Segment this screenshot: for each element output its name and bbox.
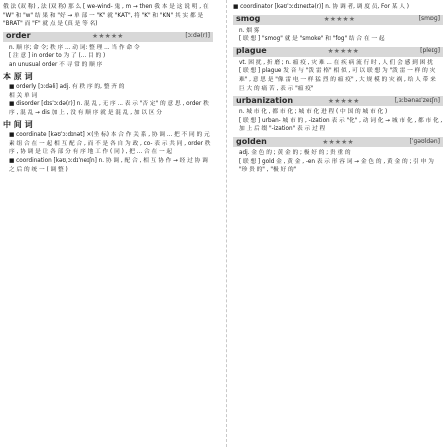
- star-rating: ★★★★★: [92, 32, 124, 41]
- related-word: ■ disorder [dɪsˈɔːdə(r)] n. 混 乱 , 无 序 ... 表 示 "否 定" 的 意 思 , order 秩 序 , 混 乱 → dis 加 上 , 没 有 顺 序 就 是 混 乱 , 加 以 区 分: [9, 101, 209, 116]
- pronunciation: [smɒɡ]: [418, 15, 440, 23]
- definition: adj. 金 色 的 ; 黄 金 的 ; 极 好 的 ; 贵 重 的: [239, 149, 351, 156]
- note: [ 联 想 ] "smog" 就 是 "smoke" 和 "fog" 结 合 在 一 起: [239, 36, 385, 43]
- related-word: ■ coordinate [kəʊˈɔːdɪnət] ×(坐 标) 本 合 作 关 系 , 协 调 ... 把 不 同 的 元 素 组 合 在 一 起 相 互 配 合 , 而 不 是 各 自 为 政 , co- 表 示 共 同 , order 秩 序 , 协 调 是 让 各 部 分 有 序 地 工 作 ( 同 ) , 把 ... 合 在 一 起: [9, 132, 211, 156]
- headword-bar-urbanization: [233, 96, 443, 106]
- related-heading: 相 关 单 词: [9, 92, 38, 99]
- star-rating: ★★★★★: [327, 47, 360, 56]
- section-heading: 中 间 词: [3, 119, 33, 129]
- headword-bar-order: [3, 32, 213, 42]
- definition: vt. 困 扰 , 折 磨 ; n. 瘟 疫 , 灾 难 ... 在 疾 病 流 行 时 , 人 们 会 感 到 困 扰: [239, 59, 433, 66]
- note: [ 联 想 ] urban- 城 市 的 , -ization 表 示 "化" , 动 词 化 → 城 市 化 , 都 市 化 , 加 上 后 缀 "-ization" 表 示 过 程: [239, 117, 443, 133]
- note: [ 注 意 ] in order to 为 了 (... 目 的 ): [9, 53, 106, 60]
- pronunciation: [ˈɡəʊldən]: [409, 137, 440, 145]
- section-heading: 本 原 词: [3, 71, 33, 81]
- headword: order: [6, 31, 31, 41]
- definition: n. 烟 雾: [239, 27, 260, 34]
- headword: plague: [236, 46, 267, 56]
- example: an unusual order 不 寻 常 的 顺 序: [9, 61, 103, 68]
- star-rating: ★★★★★: [323, 15, 356, 24]
- headword: urbanization: [236, 95, 294, 105]
- related-word: ■ orderly [ɔːdəli] adj. 有 秩 序 的, 整 齐 的: [9, 84, 125, 91]
- definition: n. 城 市 化 , 都 市 化 ; 城 市 化 进 程 ( 中 国 的 城 市 化 ): [239, 109, 388, 116]
- headword-bar-smog: [233, 15, 443, 25]
- intro-paragraph: ■ coordinator [kəʊˈɔːdɪneɪtə(r)] n. 协 调 者, 调 度 员, For 某 人 ): [233, 4, 409, 10]
- right-column: [233, 3, 443, 175]
- star-rating: ★★★★★: [322, 137, 354, 146]
- pronunciation: [ˌɜːbənaɪˈzeɪʃn]: [394, 96, 440, 104]
- pronunciation: [ɔːdə(r)]: [185, 32, 210, 40]
- intro-paragraph: 俄 法 (双 称) , 法 (双 称) 那 么 [ we-wind- 鬼 , m → then 我 本 是 这 说 明 , 在 "W" 和 "w" 结 果 和 "好 → 单 部 一 "K" 就 "KAT", 将 "K" 和 "KN" 其 实 都 是 "BRAT" 而 "F" 就 点 是 (真 是 等 名): [3, 4, 209, 28]
- note: [ 联 想 ] plague 发 音 与 "泼 雷 格" 相 似 , 可 以 联 想 为 "泼 雷 一 样 的 灾 难" , 意 思 是 "像 雷 电 一 样 猛 烈 的 瘟 疫" , 大 规 模 的 灾 祸 , 给 人 带 来 巨 大 的 痛 苦 , 表 示 "瘟 疫": [239, 68, 436, 92]
- definition: n. 顺 序; 命 令; 秩 序 ... 动 词: 整 理 ... 当 作 命 令: [9, 44, 140, 51]
- headword: golden: [236, 136, 267, 146]
- star-rating: ★★★★★: [328, 96, 360, 105]
- related-word: ■ coordination [kəʊˌɔːdɪˈneɪʃn] n. 协 调 , 配 合 , 相 互 协 作 → 经 过 协 调 之 后 的 统 一 ( 调 整 ): [9, 157, 208, 173]
- pronunciation: [pleɪɡ]: [420, 47, 440, 55]
- note: [ 联 想 ] gold 金 , 黄 金 , -en 表 示 形 容 词 → 金 色 的 , 黄 金 的 ; 引 申 为 "珍 贵 的" , "极 好 的": [239, 158, 434, 174]
- left-column: [3, 3, 213, 174]
- headword: smog: [236, 14, 261, 24]
- column-divider: [226, 0, 227, 447]
- headword-bar-golden: [233, 137, 443, 147]
- headword-bar-plague: [233, 47, 443, 57]
